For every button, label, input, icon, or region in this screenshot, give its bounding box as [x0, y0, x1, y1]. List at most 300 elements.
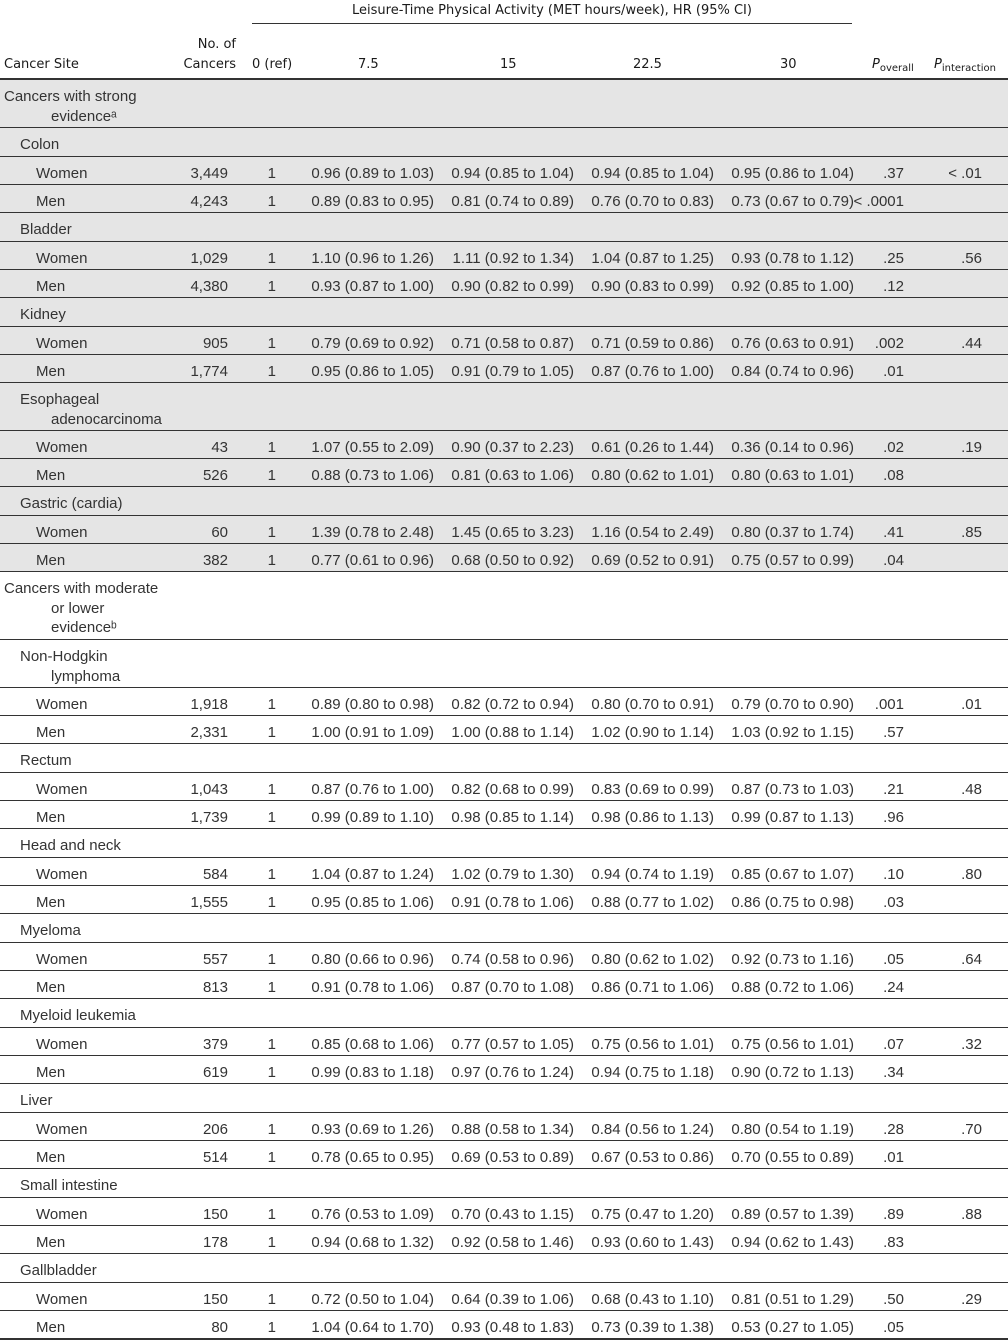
cell-no-cancers: 1,918 — [190, 696, 228, 713]
label-line: Bladder — [20, 221, 72, 238]
label-line: Cancers with moderate — [4, 580, 159, 597]
cell-no-cancers: 379 — [202, 1036, 228, 1053]
cell-no-cancers: 1,029 — [190, 250, 228, 267]
table-row — [0, 687, 1008, 715]
cell-hr-7-5: 0.78 (0.65 to 0.95) — [311, 1149, 434, 1166]
cell-p-overall: .28 — [883, 1121, 904, 1138]
cell-no-cancers: 80 — [211, 1319, 228, 1336]
cell-ref: 1 — [267, 1149, 276, 1166]
cell-hr-7-5: 0.77 (0.61 to 0.96) — [311, 552, 434, 569]
site-header-row — [0, 913, 1008, 942]
cell-hr-22-5: 0.71 (0.59 to 0.86) — [591, 335, 714, 352]
cell-hr-7-5: 0.72 (0.50 to 1.04) — [311, 1291, 434, 1308]
cell-p-overall: .57 — [883, 724, 904, 741]
cell-ref: 1 — [267, 165, 276, 182]
site-header-row — [0, 486, 1008, 515]
spanner-rule — [252, 23, 852, 24]
cell-ref: 1 — [267, 1206, 276, 1223]
cell-no-cancers: 60 — [211, 524, 228, 541]
cell-hr-22-5: 0.80 (0.62 to 1.01) — [591, 467, 714, 484]
cell-hr-15: 0.70 (0.43 to 1.15) — [451, 1206, 574, 1223]
row-label: Women — [36, 1036, 88, 1053]
label-line: Esophageal — [20, 391, 100, 408]
cell-hr-7-5: 0.76 (0.53 to 1.09) — [311, 1206, 434, 1223]
cell-p-overall: .07 — [883, 1036, 904, 1053]
cell-hr-30: 0.53 (0.27 to 1.05) — [731, 1319, 854, 1336]
cell-ref: 1 — [267, 894, 276, 911]
cell-hr-15: 1.45 (0.65 to 3.23) — [451, 524, 574, 541]
section-header-row — [0, 78, 1008, 127]
cell-hr-7-5: 1.04 (0.87 to 1.24) — [311, 866, 434, 883]
cell-no-cancers: 4,243 — [190, 193, 228, 210]
cell-hr-22-5: 0.73 (0.39 to 1.38) — [591, 1319, 714, 1336]
label-line: Myeloid leukemia — [20, 1007, 136, 1024]
cell-hr-22-5: 0.87 (0.76 to 1.00) — [591, 363, 714, 380]
cell-p-interaction: .85 — [961, 524, 982, 541]
cell-hr-22-5: 0.75 (0.56 to 1.01) — [591, 1036, 714, 1053]
p-interaction-sub: interaction — [941, 63, 996, 74]
cell-hr-15: 1.11 (0.92 to 1.34) — [452, 250, 574, 267]
cell-hr-7-5: 0.99 (0.83 to 1.18) — [311, 1064, 434, 1081]
table-row — [0, 772, 1008, 800]
cell-hr-7-5: 0.85 (0.68 to 1.06) — [311, 1036, 434, 1053]
cell-ref: 1 — [267, 250, 276, 267]
cell-hr-22-5: 0.69 (0.52 to 0.91) — [591, 552, 714, 569]
cell-p-interaction: .80 — [961, 866, 982, 883]
label-line: Gastric (cardia) — [20, 495, 123, 512]
cell-no-cancers: 43 — [211, 439, 228, 456]
table-row — [0, 515, 1008, 543]
cell-hr-30: 0.89 (0.57 to 1.39) — [731, 1206, 854, 1223]
cell-hr-15: 0.90 (0.37 to 2.23) — [451, 439, 574, 456]
col-p-interaction — [934, 57, 996, 72]
row-label: Women — [36, 696, 88, 713]
label-line: or lower — [51, 599, 105, 617]
site-header-row — [0, 297, 1008, 326]
cell-hr-7-5: 0.91 (0.78 to 1.06) — [311, 979, 434, 996]
table-row — [0, 156, 1008, 184]
cell-hr-7-5: 0.93 (0.69 to 1.26) — [311, 1121, 434, 1138]
row-label: Women — [36, 1291, 88, 1308]
site-header-row — [0, 382, 1008, 430]
row-label: Men — [36, 979, 66, 996]
cell-hr-22-5: 0.94 (0.74 to 1.19) — [591, 866, 714, 883]
row-label: Women — [36, 439, 88, 456]
cell-p-overall: .001 — [874, 696, 904, 713]
label-line: Cancers with strong — [4, 88, 137, 105]
cell-p-interaction: .48 — [961, 781, 982, 798]
label-line: Gallbladder — [20, 1262, 97, 1279]
site-header-row — [0, 639, 1008, 687]
row-label: Women — [36, 951, 88, 968]
table-row — [0, 1055, 1008, 1083]
cell-ref: 1 — [267, 781, 276, 798]
row-label: Men — [36, 467, 66, 484]
cell-p-overall: .04 — [883, 552, 904, 569]
cell-hr-30: 0.81 (0.51 to 1.29) — [731, 1291, 854, 1308]
table-row — [0, 1140, 1008, 1168]
cell-hr-7-5: 1.07 (0.55 to 2.09) — [311, 439, 434, 456]
cell-hr-15: 0.91 (0.79 to 1.05) — [451, 363, 574, 380]
row-label: Women — [36, 1206, 88, 1223]
row-label: Men — [36, 1319, 66, 1336]
cell-hr-22-5: 0.80 (0.62 to 1.02) — [591, 951, 714, 968]
cell-p-overall: .89 — [883, 1206, 904, 1223]
cell-hr-22-5: 0.94 (0.75 to 1.18) — [591, 1064, 714, 1081]
cell-hr-15: 1.02 (0.79 to 1.30) — [451, 866, 574, 883]
site-header-row — [0, 743, 1008, 772]
site-label — [20, 1261, 97, 1281]
cell-hr-30: 0.92 (0.73 to 1.16) — [731, 951, 854, 968]
row-label: Men — [36, 1234, 66, 1251]
site-label — [20, 1176, 118, 1196]
cell-hr-22-5: 0.84 (0.56 to 1.24) — [591, 1121, 714, 1138]
cell-hr-22-5: 0.88 (0.77 to 1.02) — [591, 894, 714, 911]
cell-no-cancers: 3,449 — [190, 165, 228, 182]
cell-hr-15: 0.82 (0.68 to 0.99) — [451, 781, 574, 798]
cell-ref: 1 — [267, 866, 276, 883]
cell-ref: 1 — [267, 335, 276, 352]
site-header-row — [0, 828, 1008, 857]
table-row — [0, 184, 1008, 212]
table-row — [0, 1112, 1008, 1140]
cell-no-cancers: 619 — [202, 1064, 228, 1081]
cell-p-interaction: .32 — [961, 1036, 982, 1053]
cell-hr-30: 0.75 (0.57 to 0.99) — [731, 552, 854, 569]
cell-hr-22-5: 1.16 (0.54 to 2.49) — [591, 524, 714, 541]
cell-ref: 1 — [267, 951, 276, 968]
cell-ref: 1 — [267, 467, 276, 484]
cell-p-overall: < .0001 — [853, 193, 904, 210]
p-overall-sub: overall — [879, 63, 914, 74]
cell-p-interaction: < .01 — [948, 165, 982, 182]
cell-hr-15: 0.82 (0.72 to 0.94) — [451, 696, 574, 713]
cell-no-cancers: 4,380 — [190, 278, 228, 295]
cell-hr-30: 0.70 (0.55 to 0.89) — [731, 1149, 854, 1166]
cell-hr-7-5: 0.96 (0.89 to 1.03) — [311, 165, 434, 182]
cell-hr-22-5: 0.86 (0.71 to 1.06) — [591, 979, 714, 996]
cell-hr-22-5: 0.67 (0.53 to 0.86) — [591, 1149, 714, 1166]
cell-hr-30: 0.95 (0.86 to 1.04) — [731, 165, 854, 182]
row-label: Women — [36, 1121, 88, 1138]
cell-p-interaction: .44 — [961, 335, 982, 352]
table-row — [0, 942, 1008, 970]
cell-hr-30: 0.88 (0.72 to 1.06) — [731, 979, 854, 996]
cell-p-overall: .01 — [883, 1149, 904, 1166]
row-label: Women — [36, 781, 88, 798]
cell-p-overall: .25 — [883, 250, 904, 267]
cell-hr-15: 1.00 (0.88 to 1.14) — [451, 724, 574, 741]
p-letter: P — [934, 57, 942, 72]
site-label — [20, 1006, 136, 1026]
table-row — [0, 857, 1008, 885]
cell-hr-30: 0.76 (0.63 to 0.91) — [731, 335, 854, 352]
row-label: Men — [36, 1064, 66, 1081]
site-label — [20, 751, 72, 771]
label-line: lymphoma — [51, 667, 121, 685]
label-line: Head and neck — [20, 837, 121, 854]
cell-p-overall: .12 — [883, 278, 904, 295]
cell-p-overall: .03 — [883, 894, 904, 911]
cell-hr-7-5: 0.89 (0.83 to 0.95) — [311, 193, 434, 210]
cell-hr-15: 0.77 (0.57 to 1.05) — [451, 1036, 574, 1053]
cell-ref: 1 — [267, 1291, 276, 1308]
row-label: Men — [36, 278, 66, 295]
site-label — [20, 305, 66, 325]
cell-ref: 1 — [267, 979, 276, 996]
cell-hr-15: 0.93 (0.48 to 1.83) — [451, 1319, 574, 1336]
table-row — [0, 800, 1008, 828]
cell-hr-30: 0.90 (0.72 to 1.13) — [731, 1064, 854, 1081]
cell-no-cancers: 813 — [202, 979, 228, 996]
cell-hr-7-5: 0.93 (0.87 to 1.00) — [311, 278, 434, 295]
cell-hr-22-5: 0.93 (0.60 to 1.43) — [591, 1234, 714, 1251]
cell-p-overall: .37 — [883, 165, 904, 182]
col-met-30: 30 — [780, 57, 797, 72]
table-row — [0, 430, 1008, 458]
section-label — [4, 87, 137, 126]
cell-hr-7-5: 1.39 (0.78 to 2.48) — [311, 524, 434, 541]
cell-p-overall: .01 — [883, 363, 904, 380]
cell-no-cancers: 206 — [202, 1121, 228, 1138]
cell-no-cancers: 1,739 — [190, 809, 228, 826]
col-cancers: Cancers — [183, 57, 236, 72]
table-row — [0, 1027, 1008, 1055]
cell-p-overall: .05 — [883, 951, 904, 968]
cell-hr-22-5: 1.04 (0.87 to 1.25) — [591, 250, 714, 267]
cell-ref: 1 — [267, 1234, 276, 1251]
cell-hr-22-5: 1.02 (0.90 to 1.14) — [591, 724, 714, 741]
cell-hr-30: 0.84 (0.74 to 0.96) — [731, 363, 854, 380]
label-line: adenocarcinoma — [51, 410, 162, 428]
cell-ref: 1 — [267, 809, 276, 826]
row-label: Men — [36, 894, 66, 911]
cell-ref: 1 — [267, 363, 276, 380]
row-label: Men — [36, 1149, 66, 1166]
cell-hr-22-5: 0.75 (0.47 to 1.20) — [591, 1206, 714, 1223]
cell-ref: 1 — [267, 278, 276, 295]
label-line: evidenceᵃ — [51, 107, 117, 125]
row-label: Women — [36, 866, 88, 883]
cell-no-cancers: 905 — [202, 335, 228, 352]
cell-ref: 1 — [267, 1319, 276, 1336]
site-header-row — [0, 1083, 1008, 1112]
cell-hr-7-5: 0.88 (0.73 to 1.06) — [311, 467, 434, 484]
site-header-row — [0, 998, 1008, 1027]
cell-hr-22-5: 0.83 (0.69 to 0.99) — [591, 781, 714, 798]
cell-p-overall: .08 — [883, 467, 904, 484]
cell-hr-30: 0.80 (0.37 to 1.74) — [731, 524, 854, 541]
p-letter: P — [872, 57, 880, 72]
col-p-overall — [872, 57, 914, 72]
cell-hr-7-5: 0.95 (0.85 to 1.06) — [311, 894, 434, 911]
cell-hr-7-5: 1.04 (0.64 to 1.70) — [311, 1319, 434, 1336]
table-row — [0, 1282, 1008, 1310]
cell-hr-30: 0.93 (0.78 to 1.12) — [731, 250, 854, 267]
table-row — [0, 326, 1008, 354]
label-line: Non-Hodgkin — [20, 648, 108, 665]
cell-p-overall: .96 — [883, 809, 904, 826]
cell-hr-15: 0.87 (0.70 to 1.08) — [451, 979, 574, 996]
label-line: Myeloma — [20, 922, 81, 939]
cell-p-overall: .50 — [883, 1291, 904, 1308]
cell-hr-15: 0.94 (0.85 to 1.04) — [451, 165, 574, 182]
spanner-title: Leisure-Time Physical Activity (MET hours/week), HR (95% CI) — [352, 3, 752, 18]
cell-hr-7-5: 0.79 (0.69 to 0.92) — [311, 335, 434, 352]
label-line: Liver — [20, 1092, 53, 1109]
site-header-row — [0, 212, 1008, 241]
cell-hr-22-5: 0.98 (0.86 to 1.13) — [591, 809, 714, 826]
cell-hr-7-5: 0.89 (0.80 to 0.98) — [311, 696, 434, 713]
cell-hr-22-5: 0.90 (0.83 to 0.99) — [591, 278, 714, 295]
table-row — [0, 1310, 1008, 1340]
cell-p-interaction: .64 — [961, 951, 982, 968]
cell-hr-7-5: 1.00 (0.91 to 1.09) — [311, 724, 434, 741]
cell-p-overall: .05 — [883, 1319, 904, 1336]
table-row — [0, 1197, 1008, 1225]
cell-hr-15: 0.71 (0.58 to 0.87) — [451, 335, 574, 352]
cell-p-overall: .34 — [883, 1064, 904, 1081]
label-line: evidenceᵇ — [51, 619, 117, 636]
site-header-row — [0, 127, 1008, 156]
row-label: Women — [36, 524, 88, 541]
table-row — [0, 354, 1008, 382]
cell-hr-22-5: 0.94 (0.85 to 1.04) — [591, 165, 714, 182]
site-label — [20, 1091, 53, 1111]
cell-hr-30: 0.36 (0.14 to 0.96) — [731, 439, 854, 456]
table-row — [0, 458, 1008, 486]
cell-hr-30: 1.03 (0.92 to 1.15) — [731, 724, 854, 741]
cell-p-overall: .24 — [883, 979, 904, 996]
cell-no-cancers: 584 — [202, 866, 228, 883]
cell-ref: 1 — [267, 1121, 276, 1138]
cell-hr-15: 0.81 (0.63 to 1.06) — [451, 467, 574, 484]
cell-no-cancers: 1,774 — [190, 363, 228, 380]
cell-ref: 1 — [267, 1064, 276, 1081]
row-label: Women — [36, 335, 88, 352]
cell-hr-15: 0.98 (0.85 to 1.14) — [451, 809, 574, 826]
site-header-row — [0, 1253, 1008, 1282]
cell-hr-30: 0.94 (0.62 to 1.43) — [731, 1234, 854, 1251]
col-met-22-5: 22.5 — [633, 57, 662, 72]
row-label: Women — [36, 250, 88, 267]
section-header-row — [0, 571, 1008, 639]
cell-hr-7-5: 0.95 (0.86 to 1.05) — [311, 363, 434, 380]
cell-no-cancers: 178 — [202, 1234, 228, 1251]
table-row — [0, 715, 1008, 743]
site-label — [20, 836, 121, 856]
cell-p-overall: .10 — [883, 866, 904, 883]
site-header-row — [0, 1168, 1008, 1197]
col-no-of: No. of — [197, 37, 236, 52]
site-label — [20, 220, 72, 240]
cell-ref: 1 — [267, 724, 276, 741]
cell-p-interaction: .29 — [961, 1291, 982, 1308]
cell-hr-7-5: 0.99 (0.89 to 1.10) — [311, 809, 434, 826]
cell-hr-7-5: 1.10 (0.96 to 1.26) — [311, 250, 434, 267]
cell-hr-30: 0.75 (0.56 to 1.01) — [731, 1036, 854, 1053]
site-label — [20, 390, 162, 429]
cell-p-interaction: .56 — [961, 250, 982, 267]
cell-hr-7-5: 0.94 (0.68 to 1.32) — [311, 1234, 434, 1251]
cell-p-interaction: .01 — [961, 696, 982, 713]
cell-hr-15: 0.68 (0.50 to 0.92) — [451, 552, 574, 569]
cell-hr-30: 0.85 (0.67 to 1.07) — [731, 866, 854, 883]
cell-hr-30: 0.92 (0.85 to 1.00) — [731, 278, 854, 295]
cell-no-cancers: 557 — [202, 951, 228, 968]
row-label: Women — [36, 165, 88, 182]
row-label: Men — [36, 809, 66, 826]
cell-hr-15: 0.92 (0.58 to 1.46) — [451, 1234, 574, 1251]
table-row — [0, 1225, 1008, 1253]
cell-hr-7-5: 0.80 (0.66 to 0.96) — [311, 951, 434, 968]
col-cancer-site: Cancer Site — [4, 57, 79, 72]
cell-hr-22-5: 0.80 (0.70 to 0.91) — [591, 696, 714, 713]
cell-ref: 1 — [267, 696, 276, 713]
cell-hr-15: 0.88 (0.58 to 1.34) — [451, 1121, 574, 1138]
cell-no-cancers: 526 — [202, 467, 228, 484]
table-row — [0, 241, 1008, 269]
cell-ref: 1 — [267, 1036, 276, 1053]
cell-hr-30: 0.87 (0.73 to 1.03) — [731, 781, 854, 798]
cell-no-cancers: 514 — [202, 1149, 228, 1166]
cell-hr-15: 0.69 (0.53 to 0.89) — [451, 1149, 574, 1166]
site-label — [20, 647, 120, 686]
cell-hr-15: 0.64 (0.39 to 1.06) — [451, 1291, 574, 1308]
cell-p-interaction: .88 — [961, 1206, 982, 1223]
site-label — [20, 135, 59, 155]
cell-hr-30: 0.79 (0.70 to 0.90) — [731, 696, 854, 713]
cell-ref: 1 — [267, 524, 276, 541]
cell-p-overall: .21 — [883, 781, 904, 798]
cell-hr-30: 0.80 (0.63 to 1.01) — [731, 467, 854, 484]
row-label: Men — [36, 193, 66, 210]
cell-hr-15: 0.91 (0.78 to 1.06) — [451, 894, 574, 911]
cell-p-overall: .41 — [883, 524, 904, 541]
cell-no-cancers: 1,555 — [190, 894, 228, 911]
cell-no-cancers: 150 — [202, 1291, 228, 1308]
col-ref: 0 (ref) — [252, 57, 293, 72]
table-row — [0, 970, 1008, 998]
cell-p-overall: .83 — [883, 1234, 904, 1251]
cell-ref: 1 — [267, 439, 276, 456]
cell-no-cancers: 1,043 — [190, 781, 228, 798]
cell-hr-22-5: 0.68 (0.43 to 1.10) — [591, 1291, 714, 1308]
section-label — [4, 579, 158, 638]
row-label: Men — [36, 724, 66, 741]
row-label: Men — [36, 363, 66, 380]
cell-hr-30: 0.86 (0.75 to 0.98) — [731, 894, 854, 911]
cell-p-interaction: .70 — [961, 1121, 982, 1138]
cell-hr-15: 0.74 (0.58 to 0.96) — [451, 951, 574, 968]
cell-no-cancers: 150 — [202, 1206, 228, 1223]
cell-hr-22-5: 0.61 (0.26 to 1.44) — [591, 439, 714, 456]
cell-hr-7-5: 0.87 (0.76 to 1.00) — [311, 781, 434, 798]
table-header — [0, 0, 1008, 80]
table-row — [0, 543, 1008, 571]
label-line: Kidney — [20, 306, 66, 323]
row-label: Men — [36, 552, 66, 569]
cell-hr-30: 0.73 (0.67 to 0.79) — [731, 193, 854, 210]
cell-hr-15: 0.81 (0.74 to 0.89) — [451, 193, 574, 210]
cell-p-overall: .002 — [874, 335, 904, 352]
label-line: Rectum — [20, 752, 72, 769]
cell-p-overall: .02 — [883, 439, 904, 456]
col-met-15: 15 — [500, 57, 517, 72]
cell-no-cancers: 2,331 — [190, 724, 228, 741]
cell-p-interaction: .19 — [961, 439, 982, 456]
cell-hr-30: 0.99 (0.87 to 1.13) — [731, 809, 854, 826]
